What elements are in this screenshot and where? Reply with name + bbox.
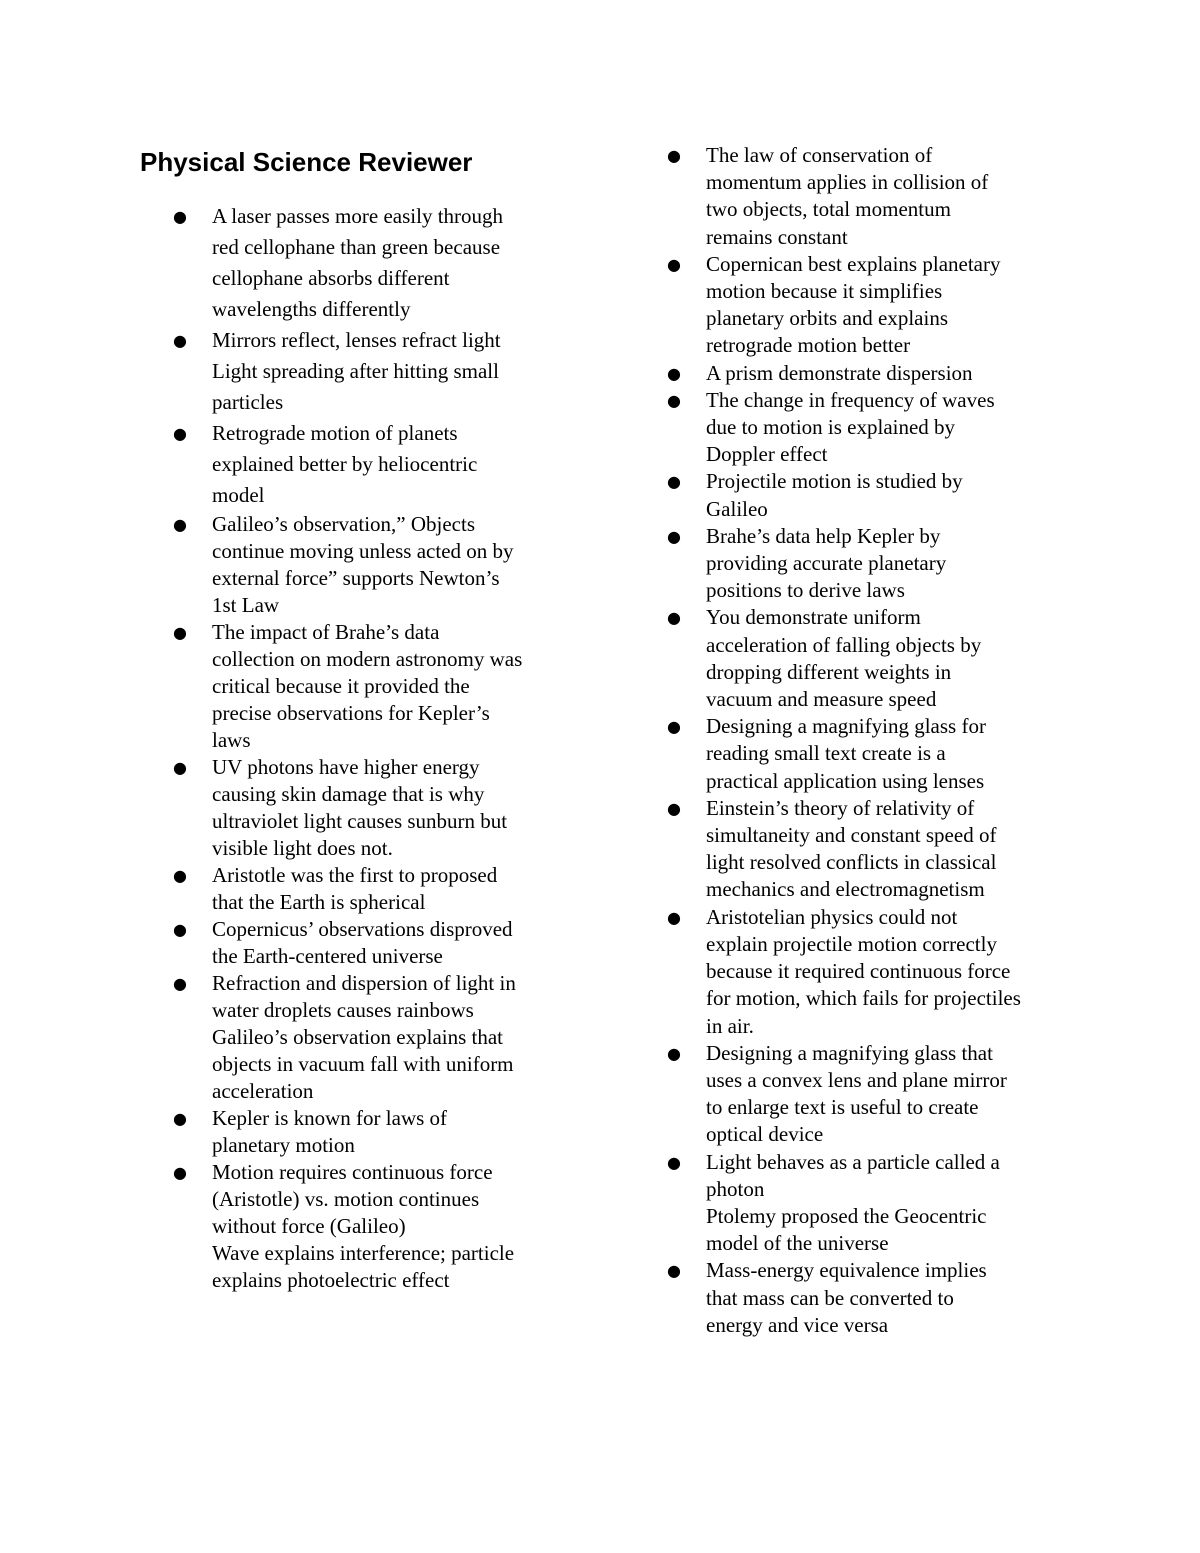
bullet-dot-icon: ● bbox=[667, 798, 681, 818]
bullet-text-line: in air. bbox=[706, 1013, 754, 1038]
bullet-dot-icon: ● bbox=[667, 363, 681, 383]
bullet-dot-icon: ● bbox=[173, 758, 187, 777]
bullet-dot-icon: ● bbox=[667, 1043, 681, 1063]
bullet-text-line: Mirrors reflect, lenses refract light bbox=[212, 328, 501, 352]
bullet-text-line: light resolved conflicts in classical bbox=[706, 850, 997, 875]
bullet-text-line: Copernican best explains planetary bbox=[706, 251, 1001, 276]
bullet-text-line: Galileo’s observation,” Objects bbox=[212, 512, 476, 536]
bullet-text-line: energy and vice versa bbox=[706, 1312, 889, 1337]
bullet-item bbox=[170, 916, 570, 970]
bullet-dot-icon: ● bbox=[667, 717, 681, 737]
bullet-text-line: Einstein’s theory of relativity of bbox=[706, 795, 975, 820]
bullet-text-line: Designing a magnifying glass for bbox=[706, 714, 986, 739]
bullet-text-line: laws bbox=[212, 728, 251, 752]
bullet-dot-icon: ● bbox=[173, 1163, 187, 1182]
bullet-text-line: acceleration bbox=[212, 1079, 314, 1103]
bullet-text-line: explain projectile motion correctly bbox=[706, 931, 997, 956]
bullet-text-line: Light behaves as a particle called a bbox=[706, 1149, 1000, 1174]
bullet-text-line: causing skin damage that is why bbox=[212, 782, 485, 806]
bullet-item bbox=[170, 418, 570, 511]
bullet-text-line: providing accurate planetary bbox=[706, 551, 947, 576]
page-title: Physical Science Reviewer bbox=[140, 147, 473, 177]
bullet-dot-icon: ● bbox=[173, 920, 187, 939]
bullet-text-line: that the Earth is spherical bbox=[212, 890, 426, 914]
bullet-item bbox=[170, 325, 570, 418]
bullet-item bbox=[170, 511, 570, 619]
right-column-list bbox=[664, 142, 1074, 1339]
bullet-text-line: Brahe’s data help Kepler by bbox=[706, 523, 941, 548]
bullet-text-line: Mass-energy equivalence implies bbox=[706, 1258, 987, 1283]
bullet-item bbox=[170, 1159, 570, 1294]
bullet-item bbox=[664, 251, 1074, 360]
bullet-text-line: UV photons have higher energy bbox=[212, 755, 480, 779]
bullet-text-line: Kepler is known for laws of bbox=[212, 1106, 448, 1130]
bullet-text-line: planetary orbits and explains bbox=[706, 306, 949, 331]
bullet-text-line: Aristotelian physics could not bbox=[706, 904, 958, 929]
bullet-dot-icon: ● bbox=[667, 526, 681, 546]
bullet-item bbox=[664, 713, 1074, 795]
bullet-item bbox=[664, 904, 1074, 1040]
bullet-dot-icon: ● bbox=[667, 1261, 681, 1281]
bullet-dot-icon: ● bbox=[173, 331, 187, 350]
bullet-item bbox=[170, 970, 570, 1105]
bullet-item bbox=[664, 360, 1074, 387]
bullet-text-line: cellophane absorbs different bbox=[212, 266, 450, 290]
bullet-text-line: uses a convex lens and plane mirror bbox=[706, 1067, 1007, 1092]
bullet-dot-icon: ● bbox=[173, 623, 187, 642]
bullet-text-line: practical application using lenses bbox=[706, 768, 985, 793]
bullet-dot-icon: ● bbox=[667, 907, 681, 927]
bullet-text-line: precise observations for Kepler’s bbox=[212, 701, 490, 725]
bullet-dot-icon: ● bbox=[173, 424, 187, 443]
bullet-text-line: explained better by heliocentric bbox=[212, 452, 478, 476]
bullet-text-line: Motion requires continuous force bbox=[212, 1160, 493, 1184]
bullet-text-line: simultaneity and constant speed of bbox=[706, 823, 997, 848]
bullet-text-line: optical device bbox=[706, 1122, 824, 1147]
bullet-text-line: Galileo’s observation explains that bbox=[212, 1025, 504, 1049]
bullet-item bbox=[170, 1105, 570, 1159]
bullet-text-line: explains photoelectric effect bbox=[212, 1268, 450, 1292]
bullet-text-line: for motion, which fails for projectiles bbox=[706, 986, 1021, 1011]
bullet-text-line: momentum applies in collision of bbox=[706, 170, 989, 195]
bullet-dot-icon: ● bbox=[173, 515, 187, 534]
bullet-text-line: continue moving unless acted on by bbox=[212, 539, 514, 563]
bullet-text-line: photon bbox=[706, 1176, 765, 1201]
bullet-text-line: particles bbox=[212, 390, 284, 414]
bullet-text-line: Galileo bbox=[706, 496, 768, 521]
bullet-dot-icon: ● bbox=[667, 146, 681, 165]
bullet-text-line: Wave explains interference; particle bbox=[212, 1241, 515, 1265]
bullet-dot-icon: ● bbox=[667, 390, 681, 410]
bullet-text-line: mechanics and electromagnetism bbox=[706, 877, 985, 902]
bullet-text-line: collection on modern astronomy was bbox=[212, 647, 523, 671]
bullet-text-line: visible light does not. bbox=[212, 836, 393, 860]
bullet-text-line: objects in vacuum fall with uniform bbox=[212, 1052, 514, 1076]
bullet-text-line: motion because it simplifies bbox=[706, 279, 943, 304]
bullet-text-line: You demonstrate uniform bbox=[706, 605, 921, 630]
bullet-item bbox=[664, 142, 1074, 251]
bullet-item bbox=[170, 862, 570, 916]
bullet-text-line: A laser passes more easily through bbox=[212, 204, 504, 228]
bullet-text-line: red cellophane than green because bbox=[212, 235, 501, 259]
bullet-text-line: 1st Law bbox=[212, 593, 280, 617]
bullet-text-line: Ptolemy proposed the Geocentric bbox=[706, 1203, 987, 1228]
bullet-text-line: because it required continuous force bbox=[706, 959, 1011, 984]
bullet-text-line: Retrograde motion of planets bbox=[212, 421, 458, 445]
bullet-text-line: Aristotle was the first to proposed bbox=[212, 863, 498, 887]
bullet-text-line: positions to derive laws bbox=[706, 578, 905, 603]
bullet-text-line: acceleration of falling objects by bbox=[706, 632, 982, 657]
bullet-text-line: external force” supports Newton’s bbox=[212, 566, 500, 590]
bullet-text-line: remains constant bbox=[706, 224, 848, 249]
bullet-item bbox=[664, 1257, 1074, 1339]
bullet-text-line: Copernicus’ observations disproved bbox=[212, 917, 513, 941]
bullet-text-line: dropping different weights in bbox=[706, 659, 952, 684]
bullet-dot-icon: ● bbox=[173, 866, 187, 885]
bullet-dot-icon: ● bbox=[667, 472, 681, 492]
bullet-text-line: water droplets causes rainbows bbox=[212, 998, 474, 1022]
bullet-text-line: The impact of Brahe’s data bbox=[212, 620, 440, 644]
bullet-text-line: Doppler effect bbox=[706, 442, 828, 467]
bullet-text-line: The law of conservation of bbox=[706, 143, 933, 167]
bullet-text-line: A prism demonstrate dispersion bbox=[706, 360, 973, 385]
bullet-text-line: without force (Galileo) bbox=[212, 1214, 406, 1238]
bullet-item bbox=[664, 1040, 1074, 1149]
bullet-text-line: (Aristotle) vs. motion continues bbox=[212, 1187, 480, 1211]
bullet-dot-icon: ● bbox=[667, 254, 681, 274]
bullet-text-line: two objects, total momentum bbox=[706, 197, 951, 222]
bullet-item bbox=[664, 387, 1074, 469]
bullet-text-line: reading small text create is a bbox=[706, 741, 946, 766]
bullet-dot-icon: ● bbox=[173, 207, 187, 226]
bullet-item bbox=[664, 604, 1074, 713]
bullet-item bbox=[170, 201, 570, 325]
bullet-item bbox=[664, 1149, 1074, 1258]
bullet-text-line: retrograde motion better bbox=[706, 333, 911, 358]
bullet-text-line: Refraction and dispersion of light in bbox=[212, 971, 516, 995]
bullet-text-line: the Earth-centered universe bbox=[212, 944, 443, 968]
bullet-text-line: wavelengths differently bbox=[212, 297, 411, 321]
bullet-text-line: The change in frequency of waves bbox=[706, 387, 995, 412]
bullet-text-line: Light spreading after hitting small bbox=[212, 359, 499, 383]
bullet-text-line: due to motion is explained by bbox=[706, 415, 956, 440]
bullet-item bbox=[170, 754, 570, 862]
bullet-item bbox=[664, 523, 1074, 605]
bullet-text-line: Projectile motion is studied by bbox=[706, 469, 963, 494]
bullet-text-line: vacuum and measure speed bbox=[706, 687, 937, 712]
bullet-dot-icon: ● bbox=[667, 608, 681, 628]
bullet-dot-icon: ● bbox=[667, 1152, 681, 1172]
bullet-dot-icon: ● bbox=[173, 1109, 187, 1128]
bullet-text-line: Designing a magnifying glass that bbox=[706, 1040, 993, 1065]
bullet-item bbox=[664, 795, 1074, 904]
bullet-dot-icon: ● bbox=[173, 974, 187, 993]
bullet-text-line: planetary motion bbox=[212, 1133, 355, 1157]
left-column-list bbox=[170, 201, 570, 1294]
bullet-item bbox=[664, 468, 1074, 522]
bullet-text-line: model of the universe bbox=[706, 1231, 889, 1256]
bullet-item bbox=[170, 619, 570, 754]
bullet-text-line: model bbox=[212, 483, 265, 507]
bullet-text-line: that mass can be converted to bbox=[706, 1285, 954, 1310]
bullet-text-line: ultraviolet light causes sunburn but bbox=[212, 809, 508, 833]
bullet-text-line: critical because it provided the bbox=[212, 674, 470, 698]
bullet-text-line: to enlarge text is useful to create bbox=[706, 1095, 979, 1120]
